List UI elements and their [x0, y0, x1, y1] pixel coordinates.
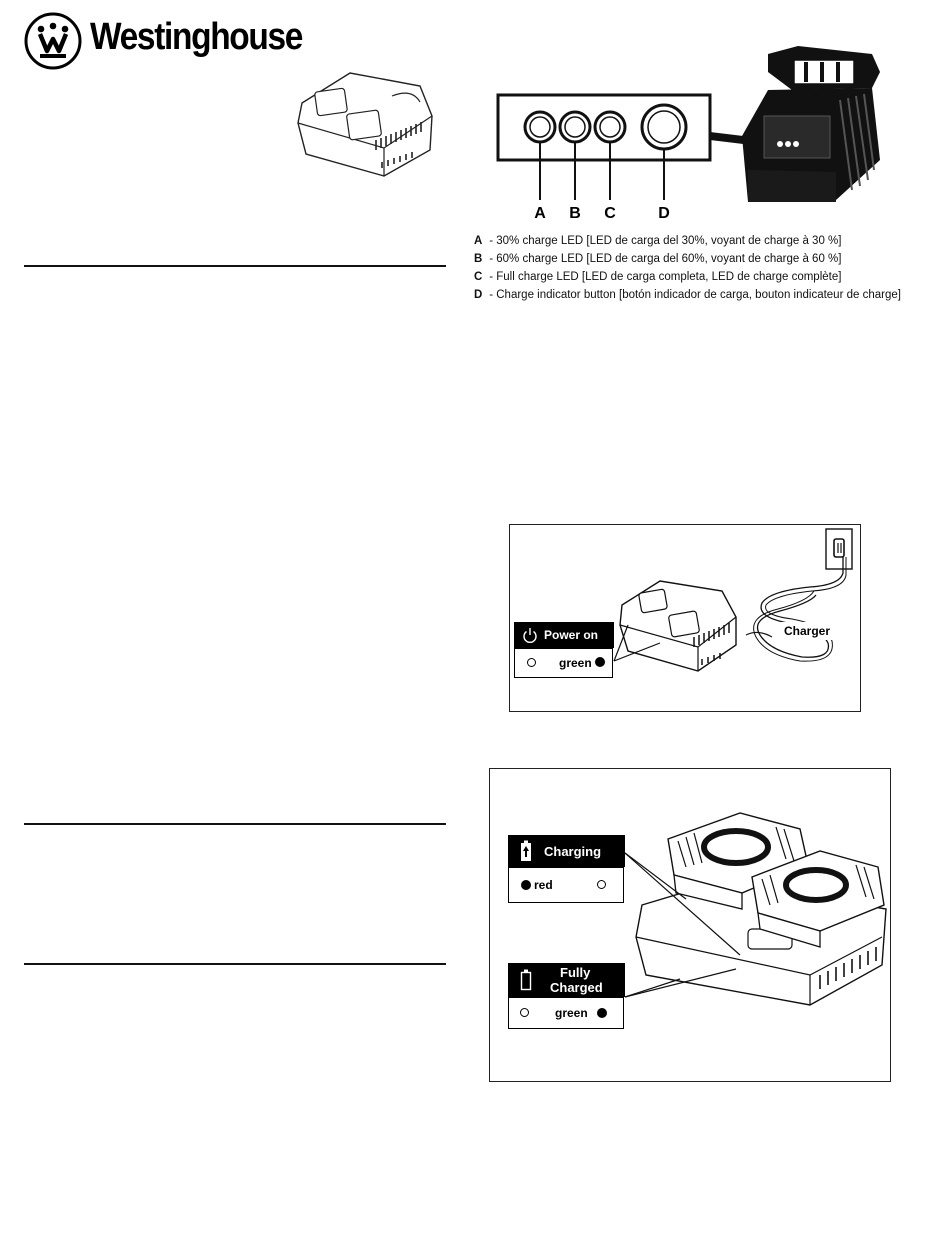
callout-letter-c: C: [604, 205, 616, 222]
power-on-color: green: [559, 656, 592, 670]
led-on-icon: [521, 880, 531, 890]
charging-tag-header: [508, 835, 625, 867]
legend-item: C - Full charge LED [LED de carga completa, LED de charge complète]: [474, 271, 842, 283]
westinghouse-emblem-icon: [24, 12, 82, 70]
charged-tag-header: [508, 963, 625, 997]
led-legend: [474, 232, 914, 304]
charging-title: Charging: [544, 844, 602, 859]
led-a-icon: [525, 112, 555, 142]
section-divider: [24, 265, 446, 267]
callout-letter-a: A: [534, 205, 546, 222]
battery-charging-icon: [520, 840, 532, 862]
brand-name: Westinghouse: [90, 16, 303, 58]
callout-letter-d: D: [658, 205, 670, 222]
led-on-icon: [595, 657, 605, 667]
indicator-button-icon: [642, 105, 686, 149]
charger-icon: [620, 581, 736, 671]
section-divider: [24, 823, 446, 825]
charger-illustration-icon: [292, 68, 442, 183]
charging-status-figure: [489, 768, 891, 1082]
wall-outlet-icon: [826, 529, 852, 569]
power-on-figure: [509, 524, 861, 712]
led-on-icon: [597, 1008, 607, 1018]
charged-tag-body: [508, 997, 624, 1029]
battery-full-icon: [520, 969, 532, 991]
legend-item: D - Charge indicator button [botón indicador de carga, bouton indicateur de charge]: [474, 289, 901, 301]
power-on-tag-body: [514, 648, 613, 678]
charging-color: red: [534, 878, 553, 892]
charged-title-line2: Charged: [550, 980, 603, 995]
led-b-icon: [560, 112, 590, 142]
led-indicator-diagram: [476, 40, 896, 226]
battery-pack-icon: [742, 46, 880, 202]
brand-logo: [24, 12, 324, 70]
charged-color: green: [555, 1006, 588, 1020]
legend-item: B - 60% charge LED [LED de carga del 60%, voyant de charge à 60 %]: [474, 253, 842, 265]
charged-title-line1: Fully: [560, 965, 591, 980]
section-divider: [24, 963, 446, 965]
led-off-icon: [520, 1008, 529, 1017]
legend-item: A - 30% charge LED [LED de carga del 30%, voyant de charge à 30 %]: [474, 235, 842, 247]
charging-tag-body: [508, 867, 624, 903]
callout-letter-b: B: [569, 205, 581, 222]
power-on-title: Power on: [544, 628, 599, 642]
power-icon: [522, 627, 538, 643]
led-off-icon: [527, 658, 536, 667]
led-off-icon: [597, 880, 606, 889]
charger-callout: Charger: [784, 624, 831, 638]
led-c-icon: [595, 112, 625, 142]
power-on-tag-header: [514, 622, 614, 648]
